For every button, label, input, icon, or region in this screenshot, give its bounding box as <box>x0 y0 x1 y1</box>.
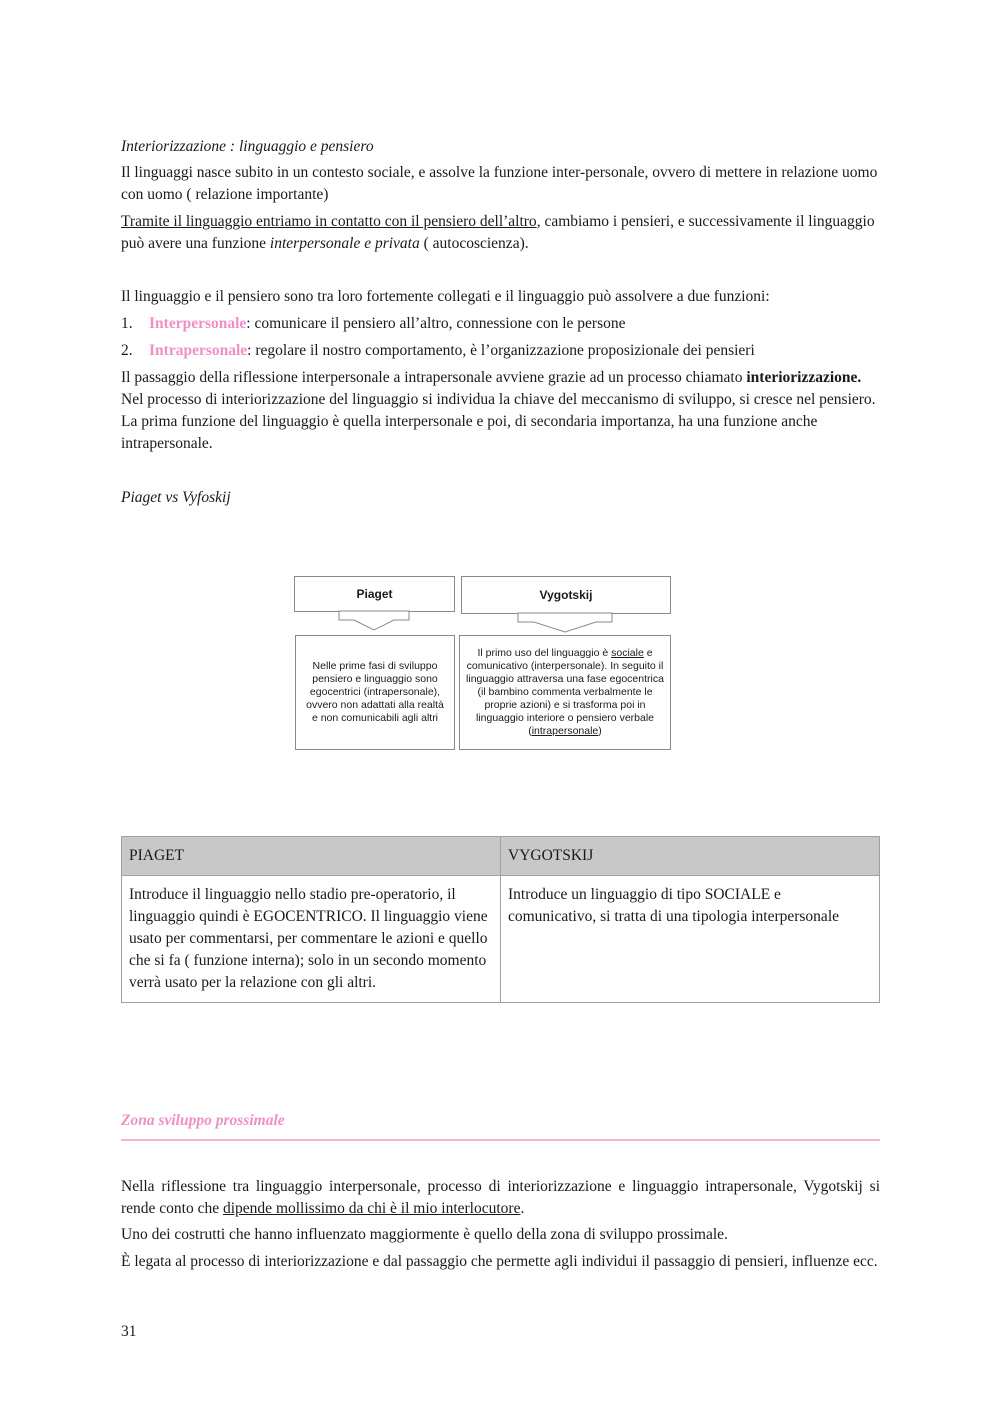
table-header-vygotskij: VYGOTSKIJ <box>501 837 880 876</box>
underlined-text: dipende mollissimo da chi è il mio interlocutore <box>223 1200 521 1217</box>
comparison-table <box>121 836 880 1003</box>
paragraph-2: Tramite il linguaggio entriamo in contatto con il pensiero dell’altro, cambiamo i pensieri, e successivamente il linguaggio può avere una funzione interpersonale e privata ( autocoscienza). <box>121 213 875 252</box>
diagram-vygotskij-body: Il primo uso del linguaggio è sociale e comunicativo (interpersonale). In seguito il linguaggio attraversa una fase egocentrica (il bambino commenta verbalmente le proprie azioni) e si trasforma poi in linguaggio interiore o pensiero verbale (intrapersonale) <box>459 635 671 750</box>
diagram-vygotskij-header: Vygotskij <box>461 576 671 614</box>
paragraph-6: Uno dei costrutti che hanno influenzato maggiormente è quello della zona di sviluppo prossimale. <box>121 1226 728 1243</box>
diagram-piaget-body: Nelle prime fasi di sviluppo pensiero e linguaggio sono egocentrici (intrapersonale), ovvero non adattati alla realtà e non comunicabili agli altri <box>295 635 455 750</box>
heading-divider <box>121 1139 880 1141</box>
list-term-intrapersonale: Intrapersonale <box>149 342 248 359</box>
bold-term: interiorizzazione. <box>746 369 862 386</box>
paragraph-3: Il linguaggio e il pensiero sono tra loro fortemente collegati e il linguaggio può assolvere a due funzioni: <box>121 288 770 305</box>
section-heading-interiorizzazione: Interiorizzazione : linguaggio e pensiero <box>121 138 374 155</box>
paragraph-4: Il passaggio della riflessione interpersonale a intrapersonale avviene grazie ad un processo chiamato interiorizzazione. Nel processo di interiorizzazione del linguaggio si individua la chiave del meccanismo di sviluppo, si cresce nel pensiero. La prima funzione del linguaggio è quella interpersonale e poi, di secondaria importanza, ha una funzione anche intrapersonale. <box>121 369 876 452</box>
list-item: 2. Intrapersonale: regolare il nostro comportamento, è l’organizzazione proposizionale dei pensieri <box>121 342 755 359</box>
paragraph-7: È legata al processo di interiorizzazione e dal passaggio che permette agli individui il passaggio di pensieri, influenze ecc. <box>121 1253 878 1270</box>
diagram-piaget-header: Piaget <box>294 576 455 612</box>
arrow-down-icon <box>339 611 409 630</box>
page-number: 31 <box>121 1323 137 1340</box>
arrow-down-icon <box>518 613 612 632</box>
section-heading-piaget-vs: Piaget vs Vyfoskij <box>121 489 231 506</box>
diagram-arrows <box>294 576 672 636</box>
paragraph-5: Nella riflessione tra linguaggio interpersonale, processo di interiorizzazione e linguaggio intrapersonale, Vygotskij si rende conto che dipende mollissimo da chi è il mio interlocutore. <box>121 1178 880 1217</box>
list-term-interpersonale: Interpersonale <box>149 315 247 332</box>
piaget-vygotskij-diagram <box>294 576 672 751</box>
table-cell-vygotskij: Introduce un linguaggio di tipo SOCIALE e comunicativo, si tratta di una tipologia interpersonale <box>501 876 880 1003</box>
underlined-text: Tramite il linguaggio entriamo in contatto con il pensiero dell’altro <box>121 213 537 230</box>
italic-text: interpersonale e privata <box>269 235 420 252</box>
table-header-row <box>122 837 880 876</box>
table-header-piaget: PIAGET <box>122 837 501 876</box>
list-item: 1. Interpersonale: comunicare il pensiero all’altro, connessione con le persone <box>121 315 626 332</box>
table-cell-piaget: Introduce il linguaggio nello stadio pre-operatorio, il linguaggio quindi è EGOCENTRICO. Il linguaggio viene usato per commentarsi, per commentare le azioni e quello che si fa ( funzione interna); solo in un secondo momento verrà usato per la relazione con gli altri. <box>122 876 501 1003</box>
table-row <box>122 876 880 1003</box>
section-heading-zona: Zona sviluppo prossimale <box>121 1112 285 1129</box>
paragraph-1: Il linguaggi nasce subito in un contesto sociale, e assolve la funzione inter-personale, ovvero di mettere in relazione uomo con uomo ( relazione importante) <box>121 164 878 203</box>
